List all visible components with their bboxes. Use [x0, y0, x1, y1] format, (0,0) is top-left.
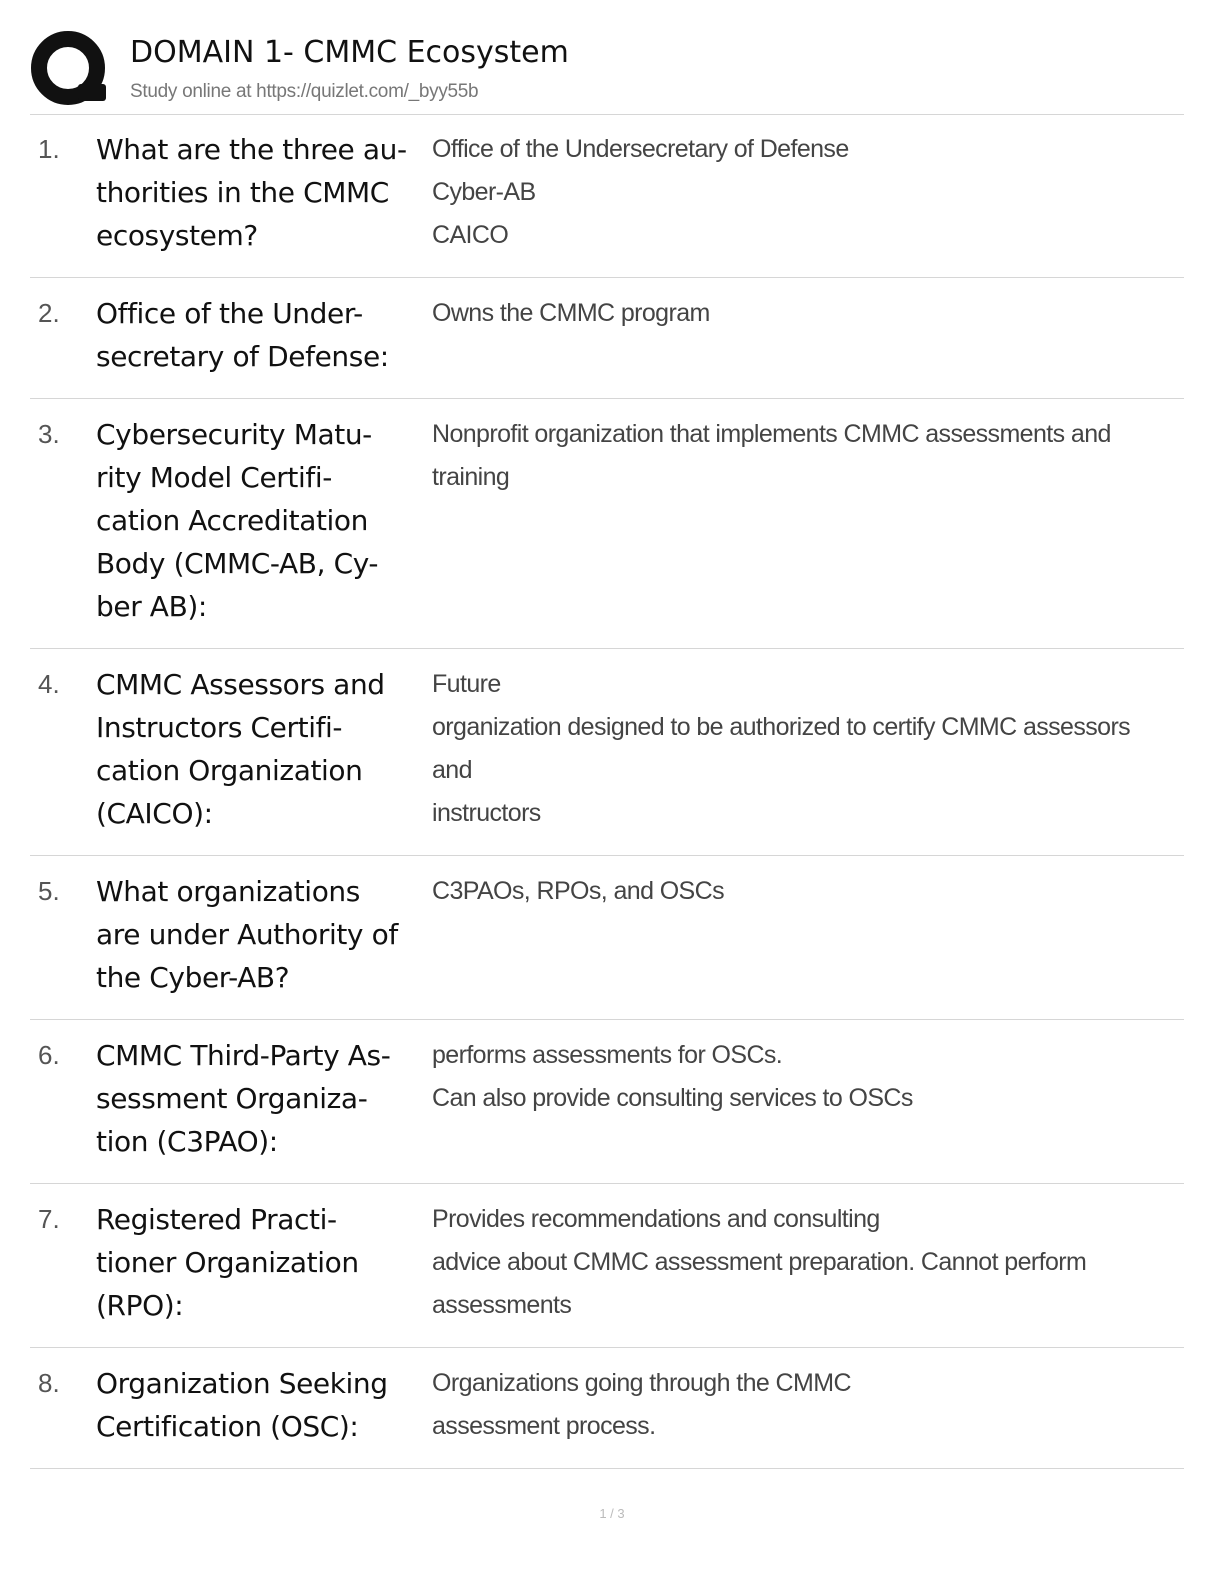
definition-line: Office of the Undersecretary of Defense — [432, 135, 849, 163]
definition-line: Future — [432, 670, 501, 698]
flashcard-row — [30, 399, 1184, 649]
term-line: are under Authority of — [96, 918, 398, 951]
card-definition — [432, 292, 1184, 335]
card-term — [96, 1362, 432, 1448]
card-definition — [432, 413, 1184, 499]
flashcard-row — [30, 649, 1184, 856]
term-line: What organizations — [96, 875, 360, 908]
definition-line: advice about CMMC assessment preparation. Cannot perform assessments — [432, 1248, 1093, 1319]
term-line: cation Accreditation — [96, 504, 368, 537]
card-number: 6. — [38, 1040, 60, 1070]
card-number: 7. — [38, 1204, 60, 1234]
page-title: DOMAIN 1- CMMC Ecosystem — [130, 35, 569, 70]
definition-line: instructors — [432, 799, 541, 827]
flashcard-row — [30, 1184, 1184, 1348]
card-number: 5. — [38, 876, 60, 906]
definition-line: Organizations going through the CMMC — [432, 1369, 851, 1397]
card-term — [96, 663, 432, 835]
card-definition — [432, 663, 1184, 835]
term-line: (CAICO): — [96, 797, 213, 830]
term-line: (RPO): — [96, 1289, 184, 1322]
term-line: ber AB): — [96, 590, 207, 623]
card-definition — [432, 1034, 1184, 1120]
term-line: Registered Practi- — [96, 1203, 337, 1236]
card-term — [96, 292, 432, 378]
term-line: ecosystem? — [96, 219, 258, 252]
flashcard-row — [30, 856, 1184, 1020]
term-line: Certification (OSC): — [96, 1410, 359, 1443]
term-line: Office of the Under- — [96, 297, 363, 330]
definition-line: assessment process. — [432, 1412, 656, 1440]
term-line: tion (C3PAO): — [96, 1125, 278, 1158]
term-line: thorities in the CMMC — [96, 176, 389, 209]
flashcard-row — [30, 1348, 1184, 1469]
definition-line: performs assessments for OSCs. — [432, 1041, 783, 1069]
card-definition — [432, 1362, 1184, 1448]
term-line: tioner Organization — [96, 1246, 359, 1279]
card-term — [96, 413, 432, 628]
definition-line: CAICO — [432, 221, 509, 249]
term-line: the Cyber-AB? — [96, 961, 290, 994]
definition-line: C3PAOs, RPOs, and OSCs — [432, 877, 724, 905]
card-term — [96, 1034, 432, 1163]
card-number: 8. — [38, 1368, 60, 1398]
card-definition — [432, 128, 1184, 257]
card-number: 2. — [38, 298, 60, 328]
term-line: sessment Organiza- — [96, 1082, 368, 1115]
term-line: What are the three au- — [96, 133, 407, 166]
definition-line: Cyber-AB — [432, 178, 536, 206]
definition-line: Owns the CMMC program — [432, 299, 710, 327]
card-term — [96, 128, 432, 257]
card-definition — [432, 1198, 1184, 1327]
term-line: Organization Seeking — [96, 1367, 388, 1400]
card-term — [96, 870, 432, 999]
card-term — [96, 1198, 432, 1327]
card-number: 1. — [38, 134, 60, 164]
study-link[interactable]: Study online at https://quizlet.com/_byy55b — [130, 81, 479, 102]
term-line: cation Organization — [96, 754, 363, 787]
term-line: rity Model Certifi- — [96, 461, 332, 494]
term-line: CMMC Third-Party As- — [96, 1039, 391, 1072]
term-line: secretary of Defense: — [96, 340, 389, 373]
flashcard-row — [30, 114, 1184, 278]
definition-line: Provides recommendations and consulting — [432, 1205, 880, 1233]
definition-line: organization designed to be authorized to certify CMMC assessors and — [432, 713, 1137, 784]
flashcard-list — [30, 114, 1184, 1469]
page-number: 1 / 3 — [599, 1506, 625, 1521]
card-number: 3. — [38, 419, 60, 449]
flashcard-row — [30, 1020, 1184, 1184]
card-definition — [432, 870, 1184, 913]
page-header — [30, 28, 1184, 115]
term-line: Body (CMMC-AB, Cy- — [96, 547, 379, 580]
definition-line: Nonprofit organization that implements CMMC assessments and training — [432, 420, 1118, 491]
term-line: Instructors Certifi- — [96, 711, 343, 744]
flashcard-row — [30, 278, 1184, 399]
term-line: Cybersecurity Matu- — [96, 418, 372, 451]
quizlet-logo-icon — [30, 28, 112, 110]
definition-line: Can also provide consulting services to OSCs — [432, 1084, 913, 1112]
term-line: CMMC Assessors and — [96, 668, 385, 701]
card-number: 4. — [38, 669, 60, 699]
